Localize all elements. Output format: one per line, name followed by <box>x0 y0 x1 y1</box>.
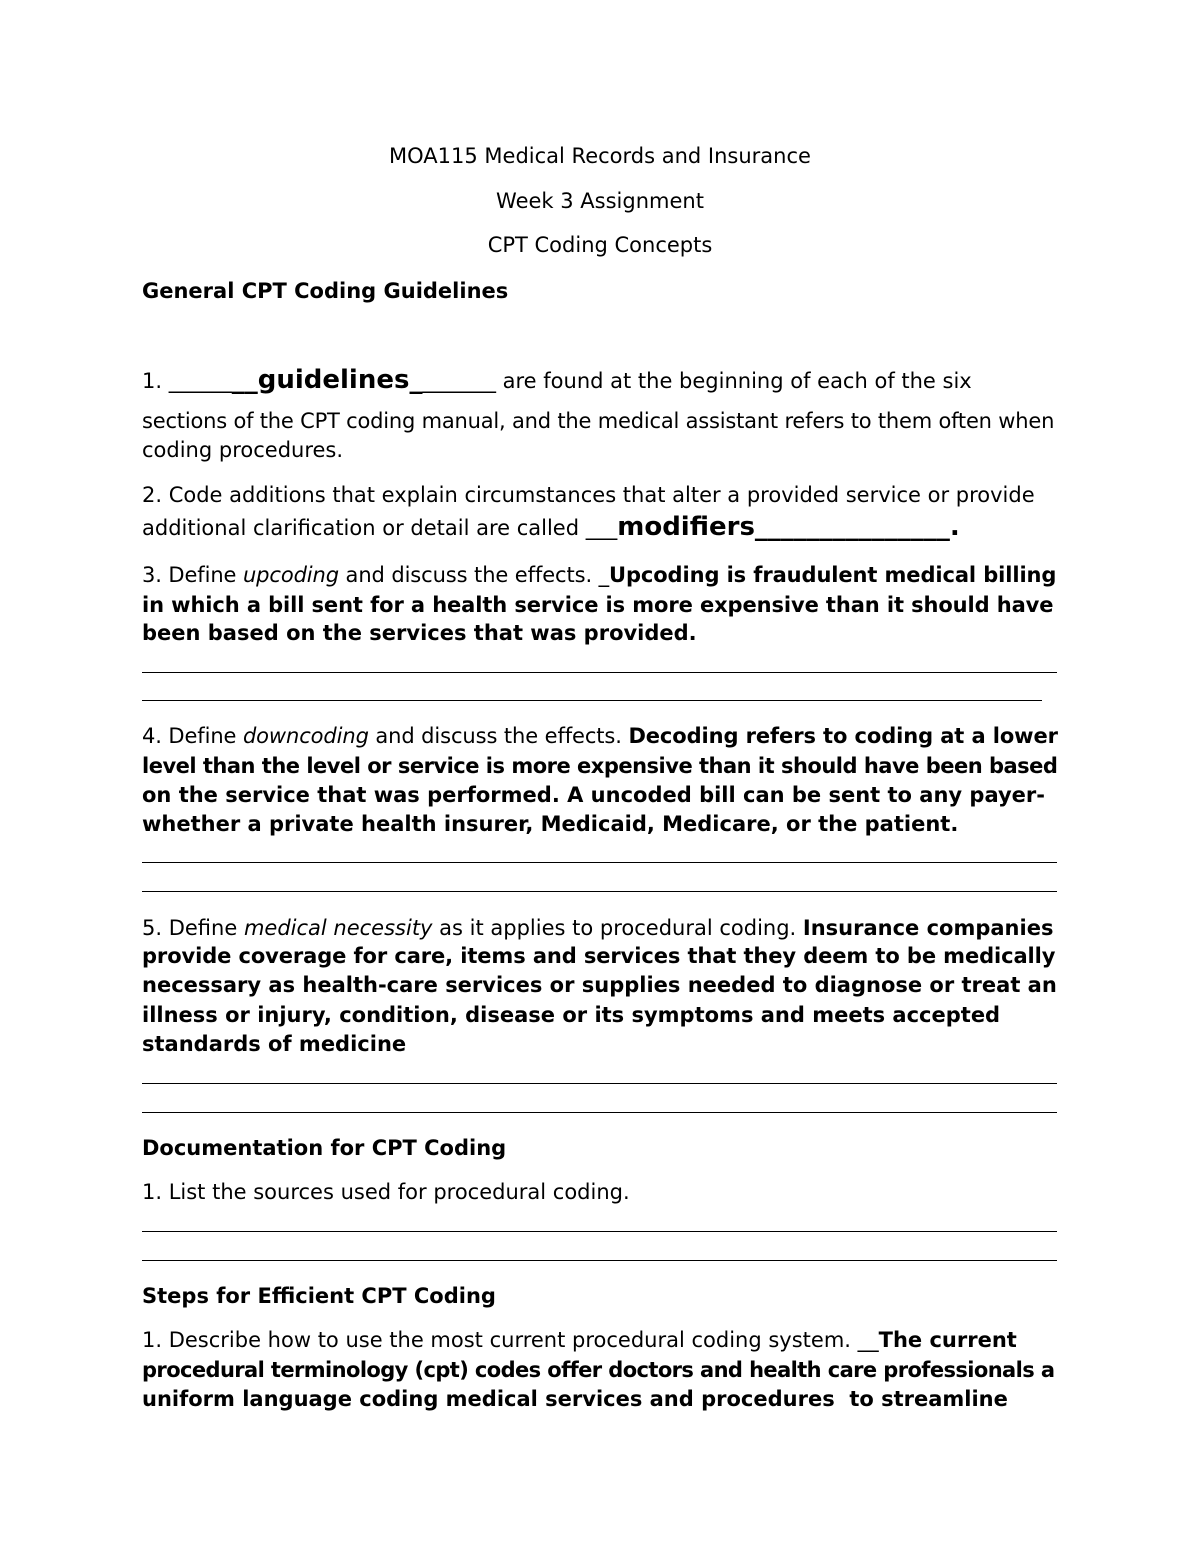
blank: _______ <box>422 369 496 393</box>
answer-rule <box>142 672 1057 673</box>
answer-3-line-2: in which a bill sent for a health service is more expensive than it should have <box>142 593 1054 617</box>
question-4-line-1 <box>142 723 1058 749</box>
answer-5-line-2: provide coverage for care, items and services that they deem to be medically <box>142 944 1056 968</box>
answer-rule <box>142 1112 1057 1113</box>
blank: ______ <box>168 369 232 393</box>
answer-text: Decoding refers to coding at a lower <box>628 724 1058 748</box>
term-upcoding: upcoding <box>242 563 339 587</box>
question-text: as it applies to procedural coding. <box>432 916 803 940</box>
answer-5-line-4: illness or injury, condition, disease or its symptoms and meets accepted <box>142 1003 1001 1027</box>
answer-underscore: __ <box>231 365 258 395</box>
question-text: 3. Define <box>142 563 243 587</box>
answer-text: Insurance companies <box>802 916 1054 940</box>
answer-guidelines: guidelines_ <box>257 365 423 395</box>
answer-rule <box>142 1260 1057 1261</box>
section-heading-general: General CPT Coding Guidelines <box>142 279 509 303</box>
question-text: and discuss the effects. _ <box>338 563 609 587</box>
answer-4-line-3: on the service that was performed. A uncoded bill can be sent to any payer- <box>142 783 1045 807</box>
answer-rule <box>142 700 1042 701</box>
question-1-line-1 <box>142 367 972 394</box>
answer-5-line-5: standards of medicine <box>142 1032 407 1056</box>
question-text: 4. Define <box>142 724 243 748</box>
question-2-line-2 <box>142 514 960 541</box>
steps-question-1-line-1 <box>142 1327 1017 1353</box>
answer-5-line-3: necessary as health-care services or supplies needed to diagnose or treat an <box>142 973 1057 997</box>
question-text: and discuss the effects. <box>368 724 629 748</box>
question-5-line-1 <box>142 915 1053 941</box>
answer-3-line-3: been based on the services that was provided. <box>142 621 697 645</box>
question-2-line-1: 2. Code additions that explain circumstances that alter a provided service or provide <box>142 483 1035 507</box>
answer-4-line-4: whether a private health insurer, Medicaid, Medicare, or the patient. <box>142 812 959 836</box>
documentation-question-1: 1. List the sources used for procedural coding. <box>142 1180 630 1204</box>
question-text: additional clarification or detail are called ___ <box>142 516 618 540</box>
question-3-line-1 <box>142 562 1056 588</box>
question-1-line-3: coding procedures. <box>142 438 344 462</box>
term-downcoding: downcoding <box>242 724 369 748</box>
topic-title: CPT Coding Concepts <box>487 233 713 257</box>
answer-text: Upcoding is fraudulent medical billing <box>609 563 1057 587</box>
answer-rule <box>142 862 1057 863</box>
answer-4-line-2: level than the level or service is more expensive than it should have been based <box>142 754 1058 778</box>
steps-answer-line-2: procedural terminology (cpt) codes offer doctors and health care professionals a <box>142 1358 1055 1382</box>
course-title: MOA115 Medical Records and Insurance <box>389 144 811 168</box>
question-number: 1. <box>142 369 169 393</box>
answer-rule <box>142 1083 1057 1084</box>
section-heading-steps: Steps for Efficient CPT Coding <box>142 1284 496 1308</box>
answer-modifiers: modifiers_______________. <box>617 512 960 542</box>
steps-answer-line-3: uniform language coding medical services and procedures to streamline <box>142 1387 1008 1411</box>
answer-rule <box>142 891 1057 892</box>
question-text: are found at the beginning of each of the six <box>495 369 972 393</box>
question-1-line-2: sections of the CPT coding manual, and the medical assistant refers to them often when <box>142 409 1055 433</box>
question-text: 1. Describe how to use the most current procedural coding system. __ <box>142 1328 879 1352</box>
answer-text: The current <box>878 1328 1017 1352</box>
term-medical-necessity: medical necessity <box>243 916 433 940</box>
section-heading-documentation: Documentation for CPT Coding <box>142 1136 507 1160</box>
week-title: Week 3 Assignment <box>496 189 704 213</box>
question-text: 5. Define <box>142 916 244 940</box>
answer-rule <box>142 1231 1057 1232</box>
